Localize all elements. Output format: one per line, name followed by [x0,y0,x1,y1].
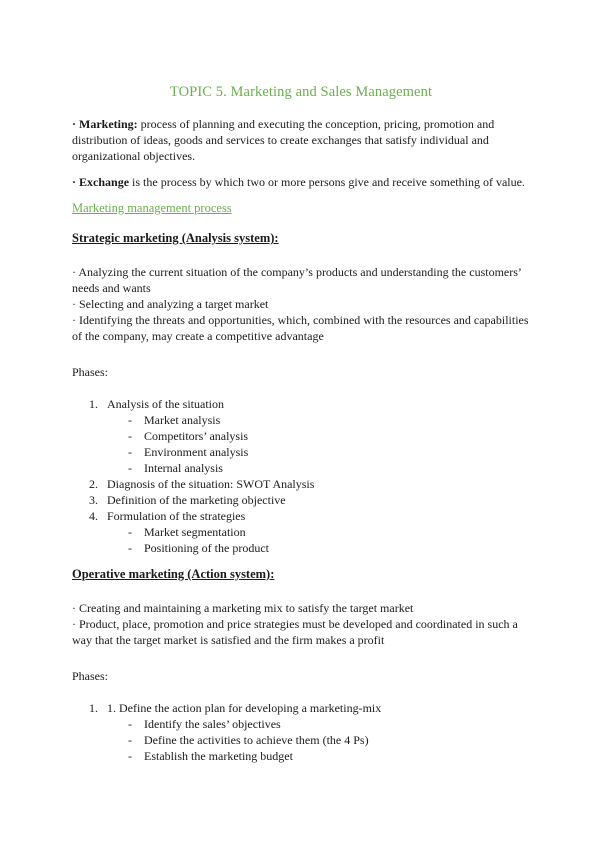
sub-item-text: Identify the sales’ objectives [144,717,281,731]
phase-text: Analysis of the situation [107,397,224,411]
sub-item-text: Positioning of the product [144,541,269,555]
dash-marker: - [128,749,132,763]
sub-item-text: Market analysis [144,413,221,427]
sub-item-text: Competitors’ analysis [144,429,249,443]
list-number: 1. [89,701,98,715]
list-number: 2. [89,477,98,491]
list-item [72,492,530,508]
sub-list-item [72,716,530,732]
marketing-bullet: · [72,117,77,131]
marketing-term: Marketing: [79,117,138,131]
sub-list [72,524,530,556]
sub-list-item [72,732,530,748]
list-item [72,476,530,492]
sub-list-item [72,444,530,460]
dash-marker: - [128,733,132,747]
section-title-link[interactable]: Marketing management process [72,201,232,215]
list-item: · Analyzing the current situation of the company’s products and understanding the customers’ needs and wants [72,265,521,295]
sub-item-text: Define the activities to achieve them (the 4 Ps) [144,733,369,747]
sub-item-text: Market segmentation [144,525,246,539]
operative-bullets [72,600,530,648]
list-item [72,508,530,524]
dash-marker: - [128,541,132,555]
operative-phases-label: Phases: [72,669,108,683]
sub-list-item [72,524,530,540]
list-item [72,700,530,716]
list-number: 4. [89,509,98,523]
exchange-bullet: · [72,175,77,189]
list-number: 1. [89,397,98,411]
strategic-bullets [72,264,530,344]
document-page [72,80,530,774]
list-item: · Creating and maintaining a marketing mix to satisfy the target market [72,601,414,615]
phase-text: Formulation of the strategies [107,509,246,523]
exchange-text: is the process by which two or more persons give and receive something of value. [129,175,525,189]
sub-list-item [72,460,530,476]
operative-phases-list [72,700,530,764]
sub-list [72,412,530,476]
sub-item-text: Environment analysis [144,445,249,459]
exchange-term: Exchange [79,175,130,189]
operative-heading: Operative marketing (Action system): [72,567,275,581]
list-item: · Selecting and analyzing a target market [72,297,269,311]
sub-item-text: Establish the marketing budget [144,749,293,763]
sub-list-item [72,428,530,444]
dash-marker: - [128,429,132,443]
dash-marker: - [128,525,132,539]
sub-list [72,716,530,764]
strategic-heading: Strategic marketing (Analysis system): [72,231,279,245]
strategic-phases-label: Phases: [72,365,108,379]
list-item: · Product, place, promotion and price strategies must be developed and coordinated in such a way that the target market is satisfied and the firm makes a profit [72,617,518,647]
sub-list-item [72,412,530,428]
list-item: · Identifying the threats and opportunities, which, combined with the resources and capabilities of the company, may create a competitive advantage [72,313,529,343]
sub-list-item [72,748,530,764]
phase-text: Definition of the marketing objective [107,493,286,507]
sub-item-text: Internal analysis [144,461,223,475]
dash-marker: - [128,445,132,459]
list-number: 3. [89,493,98,507]
sub-list-item [72,540,530,556]
phase-text: 1. Define the action plan for developing a marketing-mix [107,701,382,715]
exchange-definition [72,174,530,190]
page-title: TOPIC 5. Marketing and Sales Management [169,84,433,100]
strategic-phases-list [72,396,530,556]
dash-marker: - [128,717,132,731]
marketing-definition [72,116,530,164]
dash-marker: - [128,413,132,427]
dash-marker: - [128,461,132,475]
marketing-text: process of planning and executing the conception, pricing, promotion and distribution of ideas, goods and services to create exchanges that satisfy individual and organizational objectives. [72,117,495,163]
list-item [72,396,530,412]
phase-text: Diagnosis of the situation: SWOT Analysis [107,477,315,491]
